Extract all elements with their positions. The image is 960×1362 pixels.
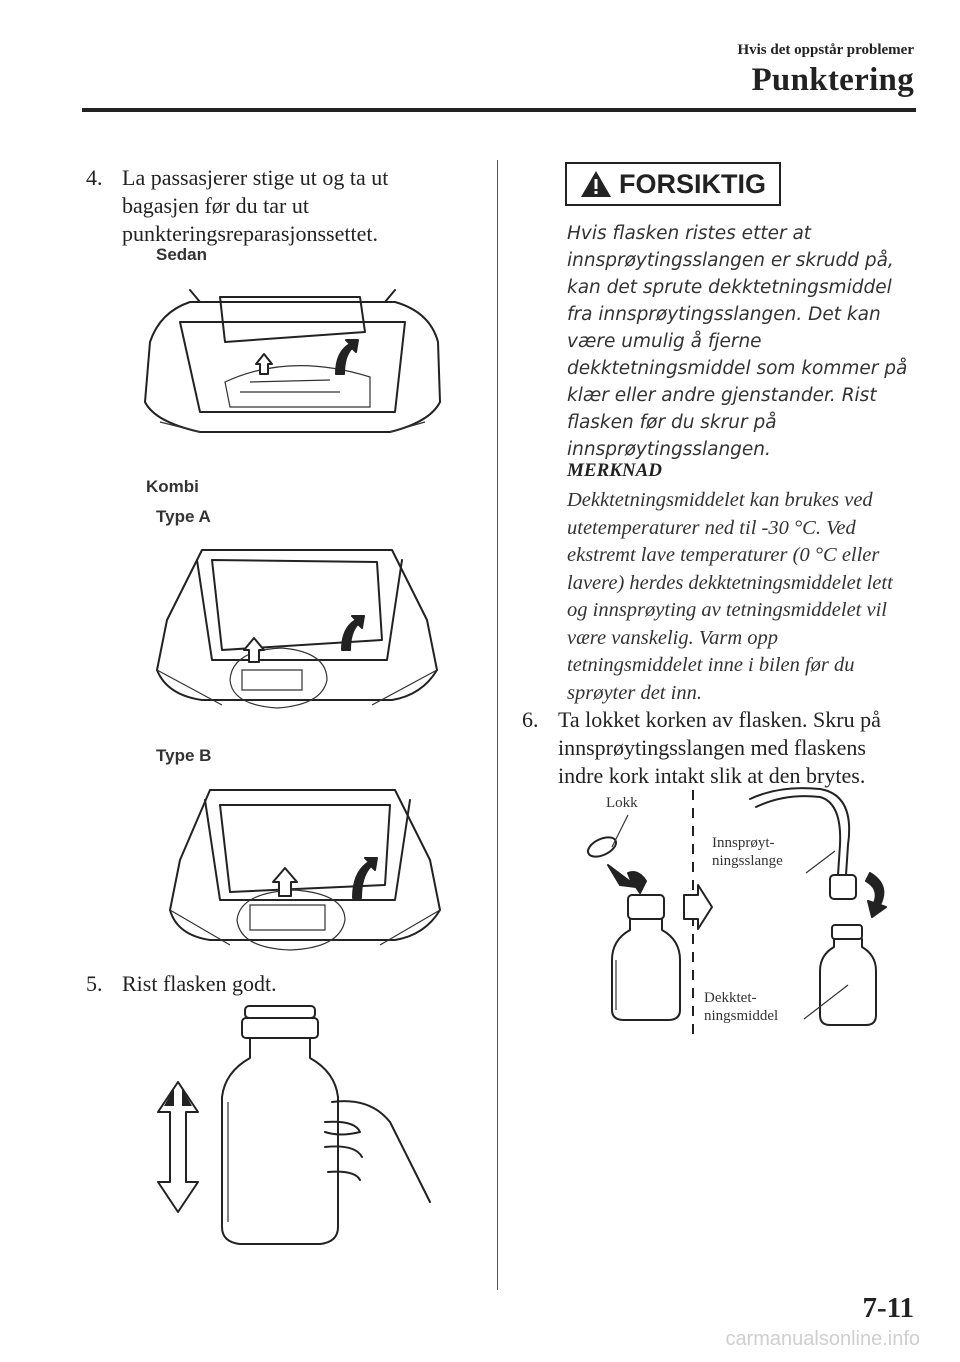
step-number: 5. (86, 971, 103, 996)
watermark: carmanualsonline.info (725, 1328, 920, 1350)
shake-bottle-illustration (150, 1002, 440, 1252)
column-divider (497, 160, 498, 1290)
header-rule (82, 108, 916, 112)
caption-sedan: Sedan (156, 245, 208, 264)
warning-text: Hvis flasken ristes etter at innsprøytingsslangen er skrudd på, kan det sprute dekktetningsmiddel fra innsprøytingsslangen. Det kan være umulig å fjerne dekktetningsmiddel som kommer på klær eller andre gjenstander. Rist flasken før du skrur på innsprøytingsslangen. (567, 223, 908, 460)
step-text: Ta lokket korken av flasken. Skru på innsprøytingsslangen med flaskens indre kork intakt slik at den brytes. (558, 707, 881, 788)
caption-kombi: Kombi (146, 477, 199, 496)
sedan-trunk-illustration (140, 282, 445, 452)
step-5 (86, 970, 486, 1000)
kombi-type-a-illustration (152, 540, 442, 720)
step-number: 4. (86, 165, 103, 190)
note-text: Dekktetningsmiddelet kan brukes ved utetemperaturer ned til -30 °C. Ved ekstremt lave temperaturer (0 °C eller lavere) herdes dekktetningsmiddelet lett og innsprøyting av tetningsmiddelet vil være vanskelig. Varm opp tetningsmiddelet inne i bilen før du sprøyter det inn. (567, 489, 893, 704)
page-number: 7-11 (862, 1292, 914, 1324)
chapter-title: Punktering (751, 62, 914, 98)
section-title: Hvis det oppstår problemer (737, 42, 914, 58)
step-text: La passasjerer stige ut og ta ut bagasjen før du tar ut punkteringsreparasjonssettet. (122, 165, 389, 246)
label-hose-line2: ningsslange (712, 853, 783, 869)
warning-title: FORSIKTIG (619, 168, 766, 199)
caption-type-a: Type A (156, 507, 211, 526)
step-text: Rist flasken godt. (122, 971, 277, 996)
step-4 (86, 164, 486, 254)
warning-icon (579, 169, 613, 199)
label-cap: Lokk (606, 795, 638, 811)
step-6 (522, 706, 922, 796)
note-title: MERKNAD (567, 460, 663, 481)
warning-box (565, 162, 781, 206)
kombi-type-b-illustration (165, 780, 445, 960)
label-hose-line1: Innsprøyt- (712, 835, 775, 851)
label-sealant-line1: Dekktet- (704, 990, 757, 1006)
step-number: 6. (522, 707, 539, 732)
label-sealant-line2: ningsmiddel (704, 1008, 779, 1024)
caption-type-b: Type B (156, 746, 212, 765)
